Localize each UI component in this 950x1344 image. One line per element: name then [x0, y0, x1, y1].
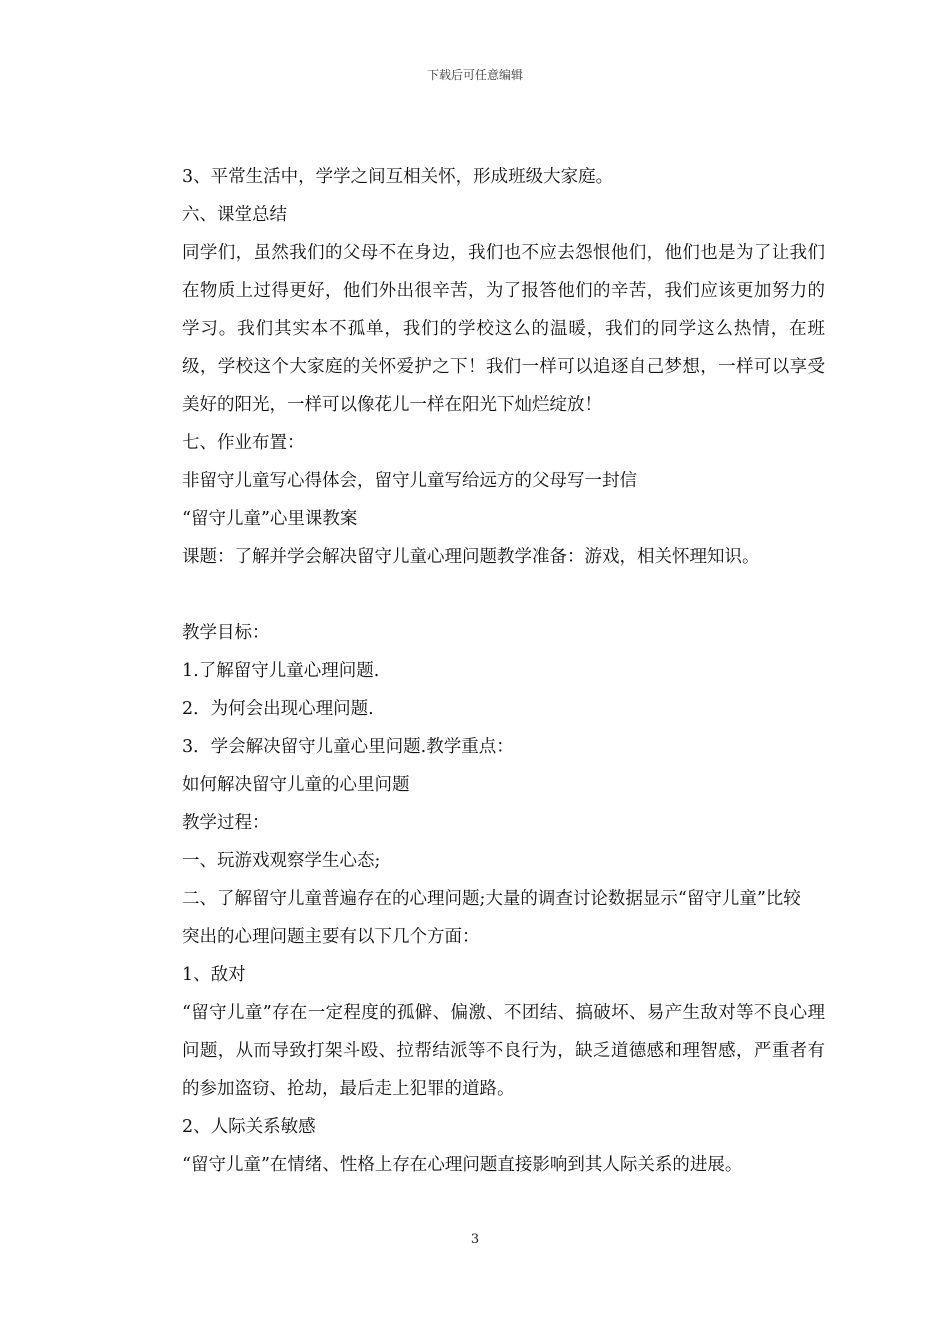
paragraph-line: 突出的心理问题主要有以下几个方面：: [182, 927, 480, 947]
section-heading: 教学目标：: [182, 623, 270, 643]
list-item: 3．学会解决留守儿童心里问题.教学重点：: [182, 737, 514, 757]
paragraph-line: “留守儿童”在情绪、性格上存在心理问题直接影响到其人际关系的进展。: [182, 1155, 743, 1175]
subsection-heading: 2、人际关系敏感: [182, 1117, 316, 1137]
list-item: 2．为何会出现心理问题.: [182, 699, 374, 719]
section-heading: 六、课堂总结: [182, 205, 287, 225]
section-heading: 教学过程：: [182, 813, 270, 833]
document-body: [145, 158, 825, 1184]
page-number: 3: [470, 1232, 480, 1247]
summary-paragraph: 同学们，虽然我们的父母不在身边，我们也不应去怨恨他们，他们也是为了让我们在物质上过得更好，他们外出很辛苦，为了报答他们的辛苦，我们应该更加努力的学习。我们其实本不孤单，我们的学校这么的温暖，我们的同学这么热情，在班级，学校这个大家庭的关怀爱护之下！我们一样可以追逐自己梦想，一样可以享受美好的阳光，一样可以像花儿一样在阳光下灿烂绽放！: [182, 243, 825, 415]
paragraph-line: 非留守儿童写心得体会，留守儿童写给远方的父母写一封信: [182, 471, 637, 491]
paragraph-line: 课题：了解并学会解决留守儿童心理问题教学准备：游戏，相关怀理知识。: [182, 547, 760, 567]
page-header: 下载后可任意编辑: [426, 68, 523, 82]
hostility-paragraph: “留守儿童”存在一定程度的孤僻、偏激、不团结、搞破坏、易产生敌对等不良心理问题，从而导致打架斗殴、拉帮结派等不良行为，缺乏道德感和理智感，严重者有的参加盗窃、抢劫，最后走上犯罪的道路。: [182, 1003, 825, 1099]
lesson-title: “留守儿童”心里课教案: [182, 509, 358, 529]
paragraph-line: 一、玩游戏观察学生心态;: [182, 851, 381, 871]
list-item: 1.了解留守儿童心理问题.: [182, 661, 380, 681]
paragraph-line: 3、平常生活中，学学之间互相关怀，形成班级大家庭。: [182, 167, 614, 187]
subsection-heading: 1、敌对: [182, 965, 246, 985]
paragraph-line: 二、了解留守儿童普遍存在的心理问题;大量的调查讨论数据显示“留守儿童”比较: [182, 889, 801, 909]
section-heading: 七、作业布置：: [182, 433, 305, 453]
paragraph-line: 如何解决留守儿童的心里问题: [182, 775, 410, 795]
blank-line: [145, 576, 825, 614]
